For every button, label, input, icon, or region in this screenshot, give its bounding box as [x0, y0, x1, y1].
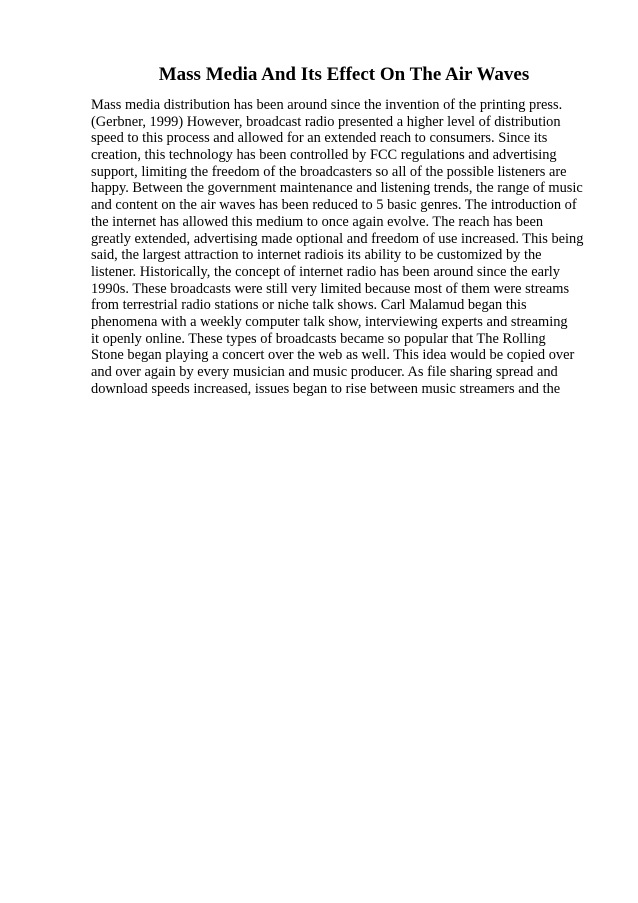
- text-line: download speeds increased, issues began to rise between music streamers and the: [91, 380, 561, 397]
- text-line: Mass media distribution has been around since the invention of the printing press.: [91, 97, 563, 113]
- text-line: the internet has allowed this medium to once again evolve. The reach has been: [91, 213, 544, 230]
- text-line: support, limiting the freedom of the broadcasters so all of the possible listeners are: [91, 163, 567, 180]
- text-line: Stone began playing a concert over the web as well. This idea would be copied over: [91, 347, 575, 364]
- text-line: greatly extended, advertising made optional and freedom of use increased. This being: [91, 230, 584, 247]
- text-line: it openly online. These types of broadcasts became so popular that The Rolling: [91, 330, 546, 347]
- text-line: from terrestrial radio stations or niche talk shows. Carl Malamud began this: [91, 297, 527, 314]
- text-line: and over again by every musician and music producer. As file sharing spread and: [91, 364, 558, 380]
- text-line: said, the largest attraction to internet radiois its ability to be customized by the: [91, 247, 542, 264]
- text-line: (Gerbner, 1999) However, broadcast radio presented a higher level of distribution: [91, 113, 561, 130]
- text-line: and content on the air waves has been reduced to 5 basic genres. The introduction of: [91, 197, 577, 214]
- text-line: speed to this process and allowed for an extended reach to consumers. Since its: [91, 130, 548, 147]
- text-line: phenomena with a weekly computer talk show, interviewing experts and streaming: [91, 313, 568, 330]
- body-paragraph: [91, 97, 611, 397]
- text-line: creation, this technology has been controlled by FCC regulations and advertising: [91, 147, 557, 164]
- text-line: happy. Between the government maintenance and listening trends, the range of music: [91, 180, 583, 197]
- text-line: 1990s. These broadcasts were still very limited because most of them were streams: [91, 280, 570, 297]
- text-line: listener. Historically, the concept of internet radio has been around since the early: [91, 263, 560, 280]
- document-title: Mass Media And Its Effect On The Air Waves: [158, 64, 530, 85]
